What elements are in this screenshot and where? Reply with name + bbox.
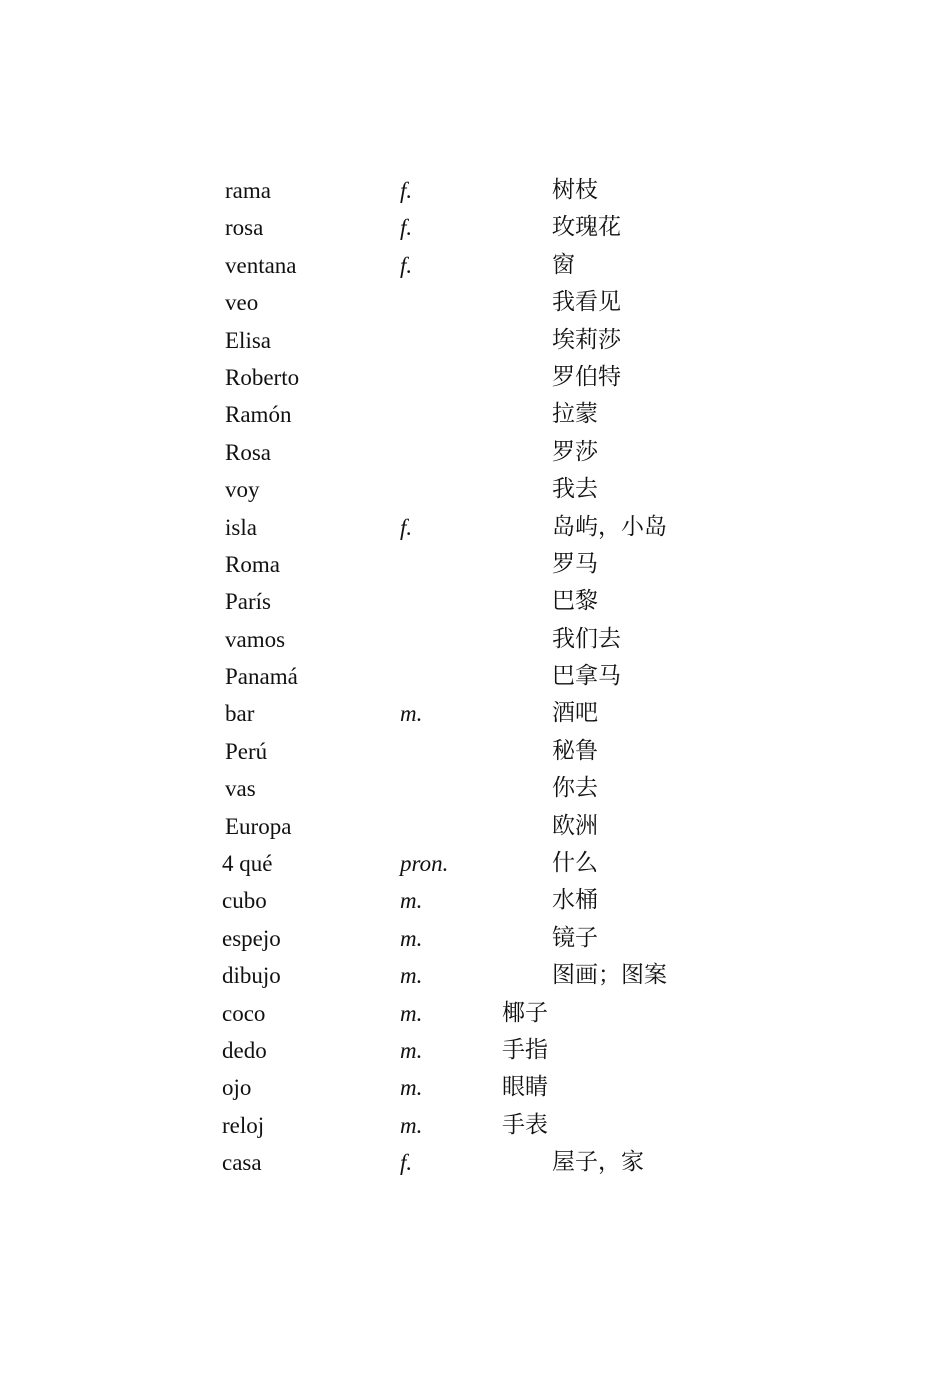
spanish-word: bar bbox=[225, 701, 255, 727]
vocab-entry bbox=[0, 359, 950, 396]
spanish-word: Panamá bbox=[225, 664, 298, 690]
vocab-entry bbox=[0, 920, 950, 957]
chinese-meaning: 埃莉莎 bbox=[552, 326, 621, 353]
vocab-entry bbox=[0, 882, 950, 919]
part-of-speech: m. bbox=[400, 1037, 423, 1063]
chinese-meaning: 水桶 bbox=[552, 887, 598, 914]
chinese-meaning: 椰子 bbox=[502, 999, 548, 1026]
spanish-word: vas bbox=[225, 776, 256, 802]
spanish-word: Rosa bbox=[225, 439, 271, 465]
spanish-word: dedo bbox=[222, 1037, 267, 1063]
chinese-meaning: 欧洲 bbox=[552, 812, 598, 839]
spanish-word: voy bbox=[225, 477, 260, 503]
vocab-entry bbox=[0, 733, 950, 770]
spanish-word: isla bbox=[225, 514, 257, 540]
spanish-word: veo bbox=[225, 290, 259, 316]
chinese-meaning: 酒吧 bbox=[552, 700, 598, 727]
vocab-entry bbox=[0, 583, 950, 620]
chinese-meaning: 玫瑰花 bbox=[552, 214, 621, 241]
vocab-entry bbox=[0, 1107, 950, 1144]
vocab-entry bbox=[0, 1032, 950, 1069]
vocab-entry bbox=[0, 471, 950, 508]
part-of-speech: m. bbox=[400, 888, 423, 914]
spanish-word: casa bbox=[222, 1150, 262, 1176]
vocab-entry bbox=[0, 172, 950, 209]
vocab-entry bbox=[0, 1069, 950, 1106]
part-of-speech: m. bbox=[400, 963, 423, 989]
vocab-entry bbox=[0, 1144, 950, 1181]
part-of-speech: m. bbox=[400, 701, 423, 727]
vocab-entry bbox=[0, 322, 950, 359]
part-of-speech: f. bbox=[400, 514, 413, 540]
vocab-entry bbox=[0, 770, 950, 807]
spanish-word: ventana bbox=[225, 252, 297, 278]
part-of-speech: m. bbox=[400, 1112, 423, 1138]
part-of-speech: f. bbox=[400, 252, 413, 278]
vocab-entry bbox=[0, 434, 950, 471]
chinese-meaning: 罗莎 bbox=[552, 438, 598, 465]
part-of-speech: m. bbox=[400, 1075, 423, 1101]
vocab-entry bbox=[0, 808, 950, 845]
spanish-word: rosa bbox=[225, 215, 264, 241]
chinese-meaning: 岛屿，小岛 bbox=[552, 513, 667, 540]
chinese-meaning: 巴拿马 bbox=[552, 663, 621, 690]
spanish-word: Roberto bbox=[225, 364, 300, 390]
vocab-entry bbox=[0, 845, 950, 882]
chinese-meaning: 秘鲁 bbox=[552, 737, 598, 764]
chinese-meaning: 拉蒙 bbox=[552, 401, 598, 428]
vocab-entry bbox=[0, 509, 950, 546]
chinese-meaning: 眼睛 bbox=[502, 1074, 548, 1101]
chinese-meaning: 手指 bbox=[502, 1036, 548, 1063]
vocab-entry bbox=[0, 247, 950, 284]
vocab-entry bbox=[0, 396, 950, 433]
chinese-meaning: 手表 bbox=[502, 1111, 548, 1138]
vocabulary-list bbox=[0, 172, 950, 1182]
spanish-word: cubo bbox=[222, 888, 267, 914]
vocab-entry bbox=[0, 209, 950, 246]
spanish-word: espejo bbox=[222, 925, 281, 951]
chinese-meaning: 我们去 bbox=[552, 625, 621, 652]
chinese-meaning: 什么 bbox=[552, 850, 598, 877]
vocab-entry bbox=[0, 695, 950, 732]
chinese-meaning: 图画；图案 bbox=[552, 962, 667, 989]
spanish-word: coco bbox=[222, 1000, 266, 1026]
spanish-word: vamos bbox=[225, 626, 286, 652]
chinese-meaning: 罗马 bbox=[552, 550, 598, 577]
spanish-word: Elisa bbox=[225, 327, 271, 353]
spanish-word: Perú bbox=[225, 738, 268, 764]
spanish-word: reloj bbox=[222, 1112, 265, 1138]
spanish-word: Europa bbox=[225, 813, 292, 839]
chinese-meaning: 罗伯特 bbox=[552, 363, 621, 390]
spanish-word: rama bbox=[225, 178, 271, 203]
chinese-meaning: 我看见 bbox=[552, 289, 621, 316]
chinese-meaning: 我去 bbox=[552, 476, 598, 503]
vocab-entry bbox=[0, 546, 950, 583]
vocab-entry bbox=[0, 957, 950, 994]
spanish-word: Roma bbox=[225, 551, 280, 577]
part-of-speech: f. bbox=[400, 1150, 413, 1176]
chinese-meaning: 窗 bbox=[552, 251, 575, 278]
chinese-meaning: 屋子，家 bbox=[552, 1149, 644, 1176]
part-of-speech: m. bbox=[400, 925, 423, 951]
spanish-word: Ramón bbox=[225, 402, 292, 428]
chinese-meaning: 树枝 bbox=[552, 177, 598, 203]
part-of-speech: m. bbox=[400, 1000, 423, 1026]
spanish-word: París bbox=[225, 589, 271, 615]
spanish-word: dibujo bbox=[222, 963, 281, 989]
part-of-speech: f. bbox=[400, 178, 413, 203]
vocab-entry bbox=[0, 658, 950, 695]
spanish-word: ojo bbox=[222, 1075, 252, 1101]
chinese-meaning: 巴黎 bbox=[552, 588, 598, 615]
part-of-speech: pron. bbox=[400, 851, 449, 877]
spanish-word: 4 qué bbox=[222, 851, 273, 877]
vocab-entry bbox=[0, 621, 950, 658]
part-of-speech: f. bbox=[400, 215, 413, 241]
vocab-entry bbox=[0, 995, 950, 1032]
vocab-entry bbox=[0, 284, 950, 321]
chinese-meaning: 你去 bbox=[552, 775, 598, 802]
chinese-meaning: 镜子 bbox=[552, 924, 598, 951]
